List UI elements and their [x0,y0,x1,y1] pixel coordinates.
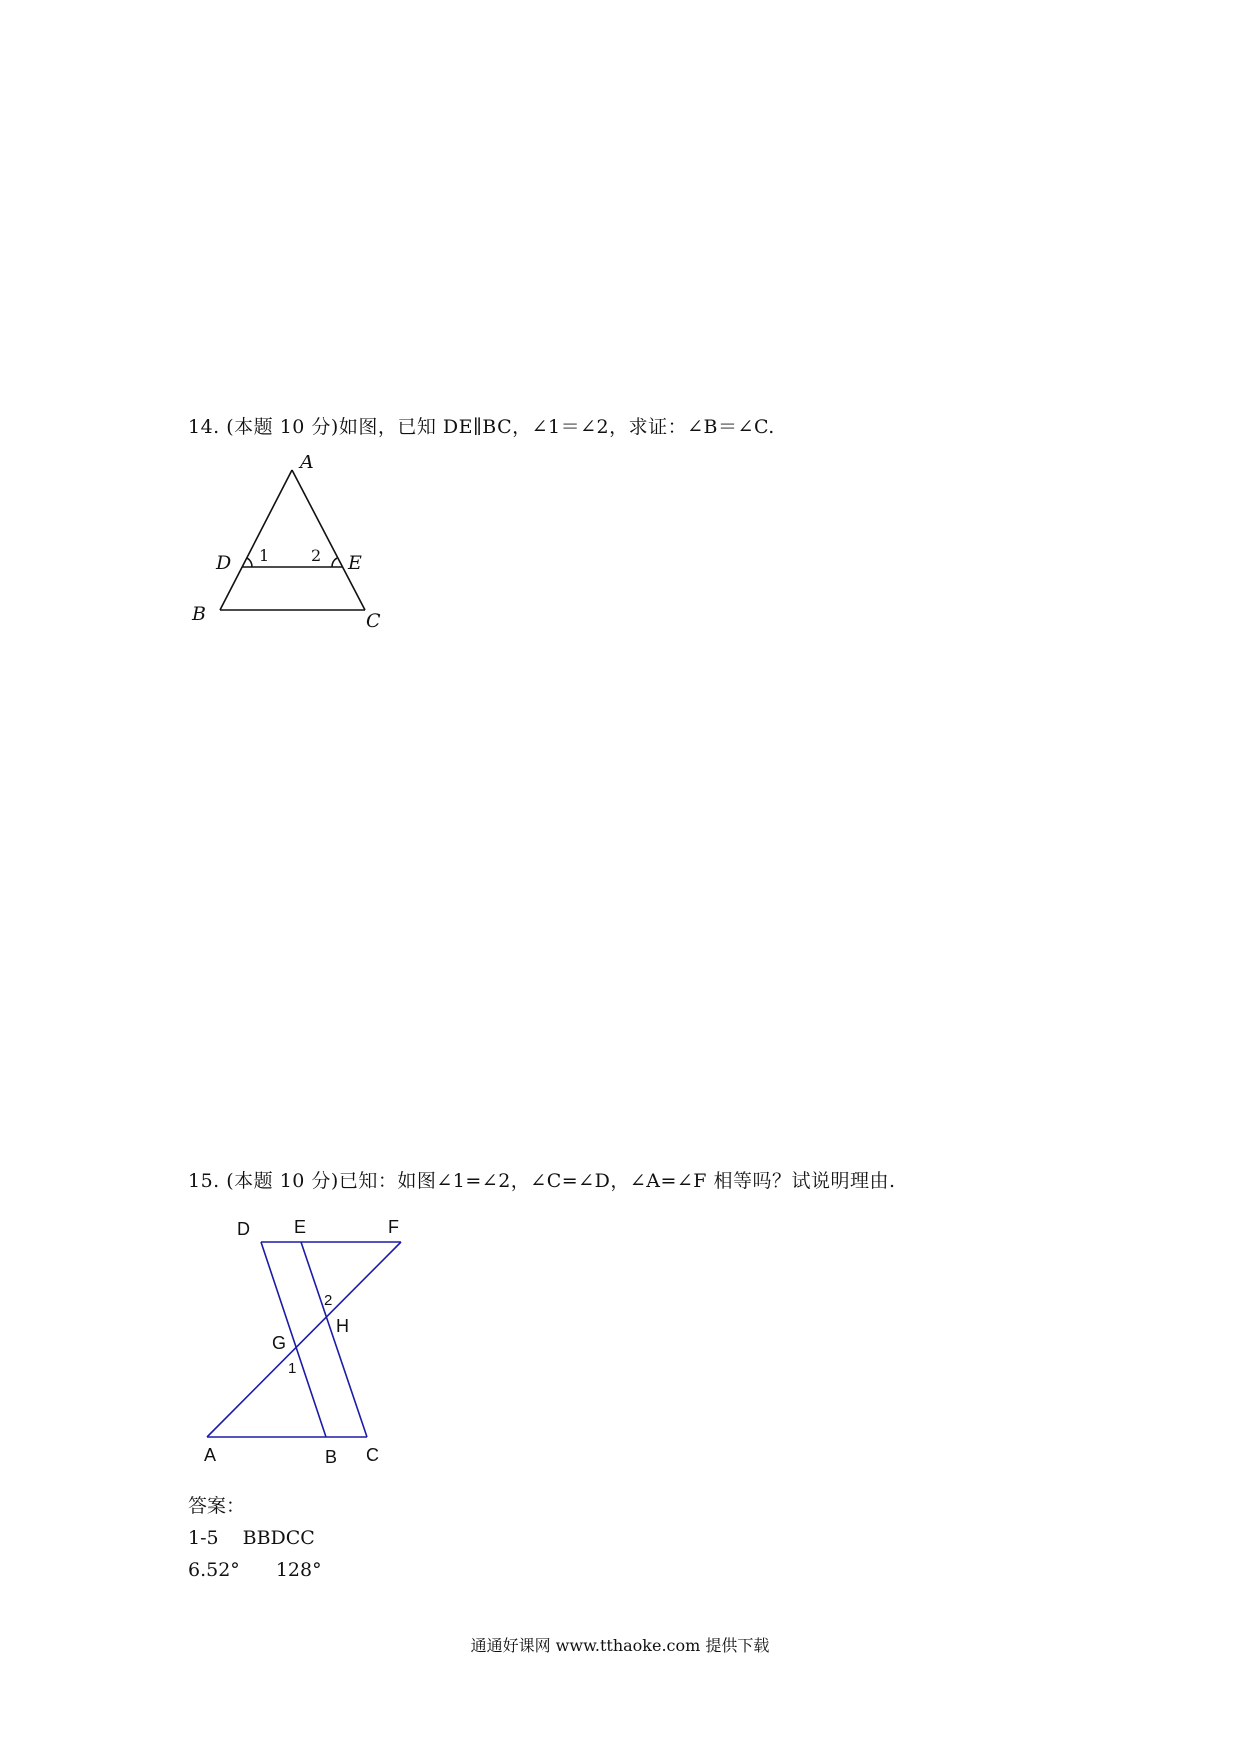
label-C: C [366,1445,379,1465]
angle-1-arc [247,558,252,567]
answers-heading: 答案： [188,1495,246,1517]
angle-2-label: 2 [324,1292,333,1309]
answers-choices: BBDCC [242,1527,315,1549]
angle-2-arc [332,558,337,567]
answers-line-1 [188,1522,322,1554]
label-C: C [366,610,381,632]
question-15-body: (本题 10 分)已知：如图∠1=∠2，∠C=∠D，∠A=∠F 相等吗？试说明理由. [226,1170,896,1192]
figure-15-parallel-lines [190,1205,430,1465]
question-14-number: 14. [188,416,220,438]
label-A: A [300,455,314,473]
label-D: D [216,552,232,574]
label-A: A [204,1445,217,1465]
label-H: H [336,1316,349,1336]
question-14-text [188,412,775,439]
label-B: B [192,603,206,625]
label-F: F [388,1217,399,1237]
angle-2-label: 2 [311,546,322,565]
answers-line-2 [188,1554,322,1586]
answers-section [188,1490,322,1586]
label-E: E [294,1217,307,1237]
label-B: B [325,1447,338,1465]
question-15-text [188,1166,896,1193]
angle-1-label: 1 [288,1360,297,1377]
answer-6: 6.52° [188,1559,240,1581]
segment-DB [261,1242,326,1437]
answer-7: 128° [275,1559,322,1581]
label-E: E [348,552,362,574]
segment-AC [292,470,365,610]
question-14-body: (本题 10 分)如图，已知 DE∥BC，∠1＝∠2，求证：∠B＝∠C. [226,416,775,438]
segment-EC [301,1242,367,1437]
label-G: G [272,1333,287,1353]
label-D: D [237,1219,250,1239]
segment-AF [207,1242,401,1437]
angle-1-label: 1 [259,546,270,565]
question-15-number: 15. [188,1170,220,1192]
answers-range: 1-5 [188,1527,219,1549]
segment-AB [220,470,292,610]
page-footer: 通通好课网 www.tthaoke.com 提供下载 [470,1636,770,1655]
figure-14-triangle [180,455,400,635]
